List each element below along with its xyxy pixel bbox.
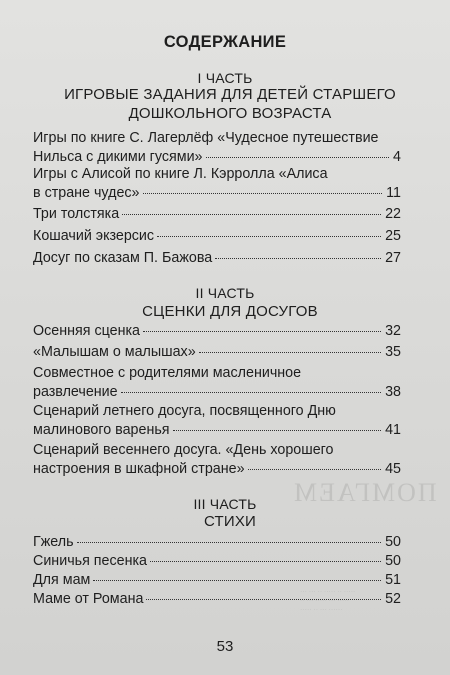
part-3-heading-line: СТИХИ [203,513,257,530]
toc-entry-text: «Малышам о малышах» [33,344,196,360]
part-2-heading [40,302,420,321]
dot-leader [121,392,381,393]
toc-entry-text: Маме от Романа [33,591,144,607]
toc-entry[interactable] [33,322,401,341]
toc-entry[interactable] [33,364,401,402]
toc-page-number: 11 [386,185,401,201]
toc-entry-text: Нильса с дикими гусями» [33,149,203,165]
part-2-label: II ЧАСТЬ [195,285,255,301]
toc-entry-text: Досуг по сказам П. Бажова [33,250,213,266]
toc-page-number: 41 [385,422,401,438]
toc-page-number: 27 [385,250,401,266]
toc-page-number: 51 [385,572,401,588]
toc-entry[interactable] [33,343,401,362]
bleed-through-mark: ПОМГАЕМ [292,478,437,507]
dot-leader [215,258,381,259]
dot-leader [122,214,381,215]
toc-page-number: 38 [385,384,401,400]
toc-entry[interactable] [33,402,401,440]
toc-entry-text: Игры по книге С. Лагерлёф «Чудесное путешествие [33,130,379,146]
toc-page-number: 22 [385,206,401,222]
toc-entry-text: Синичья песенка [33,553,148,569]
toc-entry[interactable] [33,205,401,224]
part-1-label: I ЧАСТЬ [197,70,253,86]
page-title: СОДЕРЖАНИЕ [163,33,287,51]
toc-entry[interactable] [33,249,401,268]
toc-entry-text: Сценарий весеннего досуга. «День хорошего [33,442,334,458]
part-1-heading-line: ДОШКОЛЬНОГО ВОЗРАСТА [128,105,332,122]
part-2-heading-line: СЦЕНКИ ДЛЯ ДОСУГОВ [142,303,318,320]
toc-entry-text: Кошачий экзерсис [33,228,155,244]
toc-entry-text: Сценарий летнего досуга, посвященного Дню [33,403,336,419]
toc-page-number: 35 [385,344,401,360]
toc-entry[interactable] [33,571,401,590]
part-3-label: III ЧАСТЬ [193,496,257,512]
bleed-through-imprint: ··· ··· ·· ····· ·· ····· ·· ··· ····· ··· ····· ····· ·· ··· ······ [300,588,356,614]
dot-leader [157,236,381,237]
toc-page-number: 4 [393,149,401,165]
dot-leader [199,352,381,353]
dot-leader [206,157,390,158]
toc-entry-text: Совместное с родителями масленичное [33,365,302,381]
toc-page-number: 45 [385,461,401,477]
toc-page-number: 50 [385,534,401,550]
toc-entry[interactable] [33,441,401,479]
toc-entry-text: Для мам [33,572,91,588]
part-1-heading [40,85,420,123]
dot-leader [77,542,382,543]
dot-leader [93,580,381,581]
part-3-heading [40,512,420,531]
dot-leader [146,599,381,600]
toc-entry-text: Осенняя сценка [33,323,141,339]
toc-page-number: 25 [385,228,401,244]
toc-entry-text: Гжель [33,534,74,550]
page-number: 53 [216,638,234,655]
toc-page-number: 52 [385,591,401,607]
toc-entry-text: малинового варенья [33,422,170,438]
dot-leader [150,561,381,562]
toc-entry-text: Три толстяка [33,206,120,222]
toc-entry-text: Игры с Алисой по книге Л. Кэрролла «Алиса [33,166,328,182]
toc-page-number: 32 [385,323,401,339]
toc-entry[interactable] [33,552,401,571]
dot-leader [143,331,381,332]
dot-leader [143,193,383,194]
toc-entry[interactable] [33,533,401,552]
toc-entry[interactable] [33,590,401,609]
dot-leader [248,469,382,470]
toc-entry[interactable] [33,129,401,167]
toc-entry[interactable] [33,227,401,246]
toc-entry-text: в стране чудес» [33,185,140,201]
toc-entry-text: настроения в шкафной стране» [33,461,245,477]
toc-entry[interactable] [33,165,401,203]
toc-entry-text: развлечение [33,384,118,400]
toc-page-number: 50 [385,553,401,569]
dot-leader [173,430,382,431]
part-1-heading-line: ИГРОВЫЕ ЗАДАНИЯ ДЛЯ ДЕТЕЙ СТАРШЕГО [64,86,396,103]
